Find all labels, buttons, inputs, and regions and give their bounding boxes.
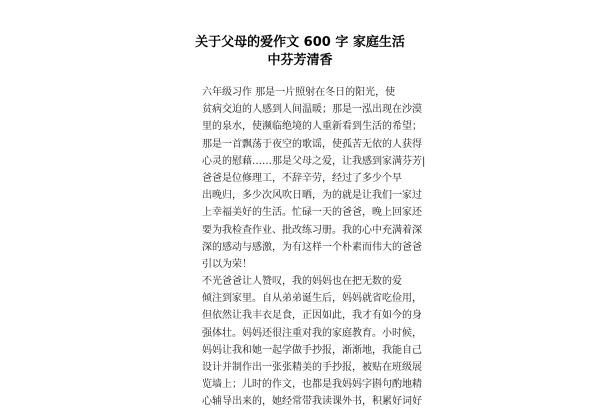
body-line: 要为我检查作业、批改练习册。我的心中充满着深 <box>202 224 422 236</box>
body-line: 爸爸是位修理工，不辞辛劳，经过了多少个早 <box>202 172 402 184</box>
body-line: 强体壮。妈妈还很注重对我的家庭教育。小时候， <box>202 327 422 339</box>
body-line: 但依然让我丰衣足食，正因如此，我才有如今的身 <box>202 310 422 322</box>
body-line: 上幸福美好的生活。忙碌一天的爸爸，晚上回家还 <box>202 207 422 219</box>
body-line: 六年级习作 那是一片照射在冬日的阳光，使 <box>202 87 396 98</box>
body-line: 倾注到家里。自从弟弟诞生后，妈妈就省吃俭用， <box>202 293 422 305</box>
article-title <box>0 34 600 70</box>
body-line: 贫病交迫的人感到人间温暖；那是一泓出现在沙漠 <box>202 104 422 116</box>
title-line-1: 关于父母的爱作文 600 字 家庭生活 <box>195 35 405 50</box>
body-line: 览墙上；儿时的作文，也都是我妈妈字斟句酌地精 <box>202 379 422 391</box>
article-body <box>202 84 426 411</box>
body-line: 心辅导出来的，她经常带我读课外书，积累好词好 <box>202 396 422 408</box>
body-line: 里的泉水，使濒临绝境的人重新看到生活的希望； <box>202 121 422 133</box>
body-line: 深的感动与感激，为有这样一个朴素而伟大的爸爸 <box>202 241 422 253</box>
body-line: 不光爸爸让人赞叹，我的妈妈也在把无数的爱 <box>202 276 402 288</box>
body-line: 那是一首飘荡于夜空的歌谣，使孤苦无依的人获得 <box>202 138 422 150</box>
body-line: 引以为荣！ <box>202 258 252 270</box>
body-line: 妈妈让我和她一起学做手抄报，渐渐地，我能自己 <box>202 344 422 356</box>
title-line-2: 中芬芳清香 <box>267 53 333 68</box>
body-line: 心灵的慰藉……那是父母之爱，让我感到家满芬芳| <box>202 155 426 167</box>
body-line: 出晚归，多少次风吹日晒，为的就是让我们一家过 <box>202 190 422 202</box>
body-line: 设计并制作出一张张精美的手抄报，被贴在班级展 <box>202 362 422 373</box>
